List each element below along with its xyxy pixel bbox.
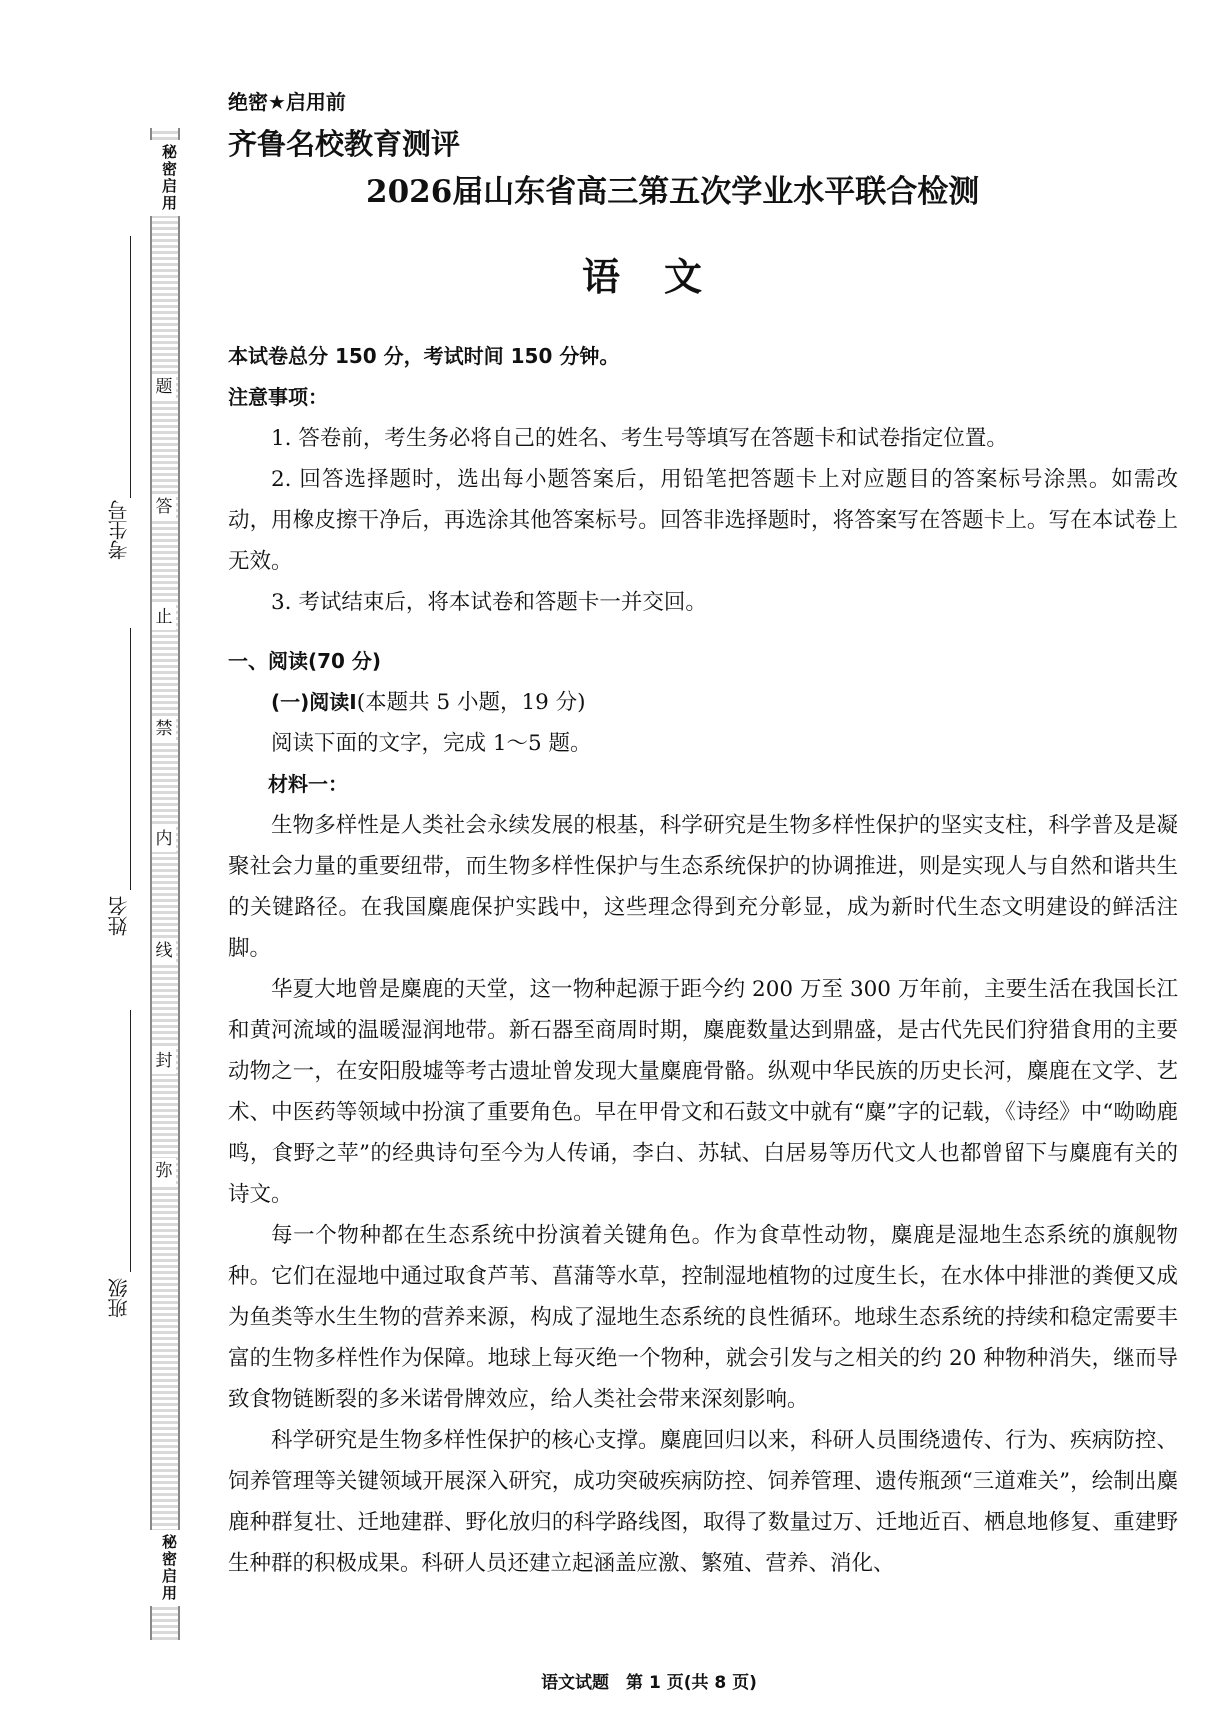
margin-strip-label-bottom: 秘密启用 (150, 1530, 180, 1606)
field-label-name: 姓名 (107, 896, 131, 936)
material-paragraph: 每一个物种都在生态系统中扮演着关键角色。作为食草性动物，麋鹿是湿地生态系统的旗舰物种。它们在湿地中通过取食芦苇、菖蒲等水草，控制湿地植物的过度生长，在水体中排泄的粪便又成为鱼类等水生生物的营养来源，构成了湿地生态系统的良性循环。地球生态系统的持续和稳定需要丰富的生物多样性作为保障。地球上每灭绝一个物种，就会引发与之相关的约 20 种物种消失，继而导致食物链断裂的多米诺骨牌效应，给人类社会带来深刻影响。 (228, 1223, 1178, 1412)
material-paragraph: 生物多样性是人类社会永续发展的根基，科学研究是生物多样性保护的坚实支柱，科学普及是凝聚社会力量的重要纽带，而生物多样性保护与生态系统保护的协调推进，则是实现人与自然和谐共生的关键路径。在我国麋鹿保护实践中，这些理念得到充分彰显，成为新时代生态文明建设的鲜活注脚。 (228, 813, 1178, 961)
secret-label: 绝密★启用前 (228, 90, 346, 114)
seal-char: 答 (152, 494, 176, 520)
seal-char: 弥 (152, 1158, 176, 1184)
seal-char: 禁 (152, 716, 176, 742)
field-line (130, 1010, 131, 1272)
subject-title: 语文 (581, 255, 746, 299)
margin-strip-label-top: 秘密启用 (150, 140, 180, 216)
page-footer: 语文试题 第 1 页(共 8 页) (541, 1673, 757, 1693)
notice-item: 1. 答卷前，考生务必将自己的姓名、考生号等填写在答题卡和试卷指定位置。 (271, 426, 1008, 451)
exam-summary: 本试卷总分 150 分，考试时间 150 分钟。 (228, 344, 620, 368)
part-title: (一)阅读Ⅰ (271, 690, 357, 714)
seal-char: 内 (152, 826, 176, 852)
section-title: 一、阅读(70 分) (228, 649, 382, 673)
notice-item: 3. 考试结束后，将本试卷和答题卡一并交回。 (271, 590, 707, 615)
instruction: 阅读下面的文字，完成 1～5 题。 (271, 731, 592, 756)
notice-title: 注意事项： (228, 385, 328, 409)
exam-title: 2026届山东省高三第五次学业水平联合检测 (366, 174, 980, 210)
field-label-exam-number: 考生号 (107, 500, 131, 560)
seal-char: 题 (152, 374, 176, 400)
notice-item: 2. 回答选择题时，选出每小题答案后，用铅笔把答题卡上对应题目的答案标号涂黑。如需改动，用橡皮擦干净后，再选涂其他答案标号。回答非选择题时，将答案写在答题卡上。写在本试卷上无效。 (228, 467, 1178, 574)
organization-title: 齐鲁名校教育测评 (228, 127, 461, 161)
material-title: 材料一： (268, 772, 348, 796)
material-paragraph: 科学研究是生物多样性保护的核心支撑。麋鹿回归以来，科研人员围绕遗传、行为、疾病防控、饲养管理等关键领域开展深入研究，成功突破疾病防控、饲养管理、遗传瓶颈“三道难关”，绘制出麋鹿种群复壮、迁地建群、野化放归的科学路线图，取得了数量过万、迁地近百、栖息地修复、重建野生种群的积极成果。科研人员还建立起涵盖应激、繁殖、营养、消化、 (228, 1428, 1178, 1576)
part-info: (本题共 5 小题，19 分) (356, 690, 586, 715)
seal-char: 线 (152, 938, 176, 964)
exam-content (228, 336, 1178, 1584)
seal-char: 封 (152, 1048, 176, 1074)
field-label-class: 班级 (107, 1278, 131, 1318)
seal-char: 止 (152, 604, 176, 630)
field-line (130, 628, 131, 890)
spacer (228, 623, 1178, 641)
margin-border-strip (150, 128, 180, 1640)
material-paragraph: 华夏大地曾是麋鹿的天堂，这一物种起源于距今约 200 万至 300 万年前，主要生活在我国长江和黄河流域的温暖湿润地带。新石器至商周时期，麋鹿数量达到鼎盛，是古代先民们狩猎食用的主要动物之一，在安阳殷墟等考古遗址曾发现大量麋鹿骨骼。纵观中华民族的历史长河，麋鹿在文学、艺术、中医药等领域中扮演了重要角色。早在甲骨文和石鼓文中就有“麋”字的记载，《诗经》中“呦呦鹿鸣，食野之苹”的经典诗句至今为人传诵，李白、苏轼、白居易等历代文人也都曾留下与麋鹿有关的诗文。 (228, 977, 1178, 1207)
part-heading (228, 682, 1178, 723)
